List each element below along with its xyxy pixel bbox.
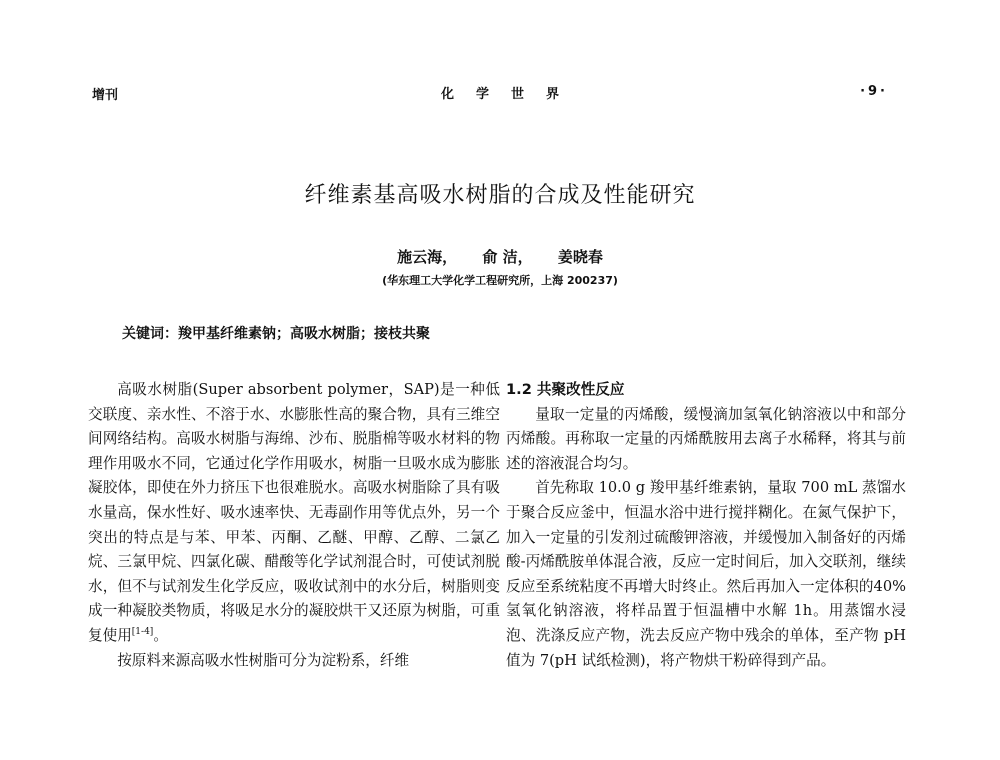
right-column [506,378,906,673]
author: 俞 洁， [482,248,533,266]
paragraph-end: 。 [153,626,168,644]
body-paragraph: 量取一定量的丙烯酸，缓慢滴加氢氧化钠溶液以中和部分丙烯酸。再称取一定量的丙烯酰胺用去离子水稀释，将其与前述的溶液混合均匀。 [506,405,906,472]
left-column [88,378,500,673]
affiliation: (华东理工大学化学工程研究所，上海 200237) [382,274,618,287]
author-list [0,246,1000,267]
body-paragraph [88,378,500,649]
paragraph-text: 高吸水树脂(Super absorbent polymer，SAP)是一种低交联度、亲水性、不溶于水、水膨胀性高的聚合物，具有三维空间网络结构。高吸水树脂与海绵、沙布、脱脂棉等吸水材料的物理作用吸水不同，它通过化学作用吸水，树脂一旦吸水成为膨胀凝胶体，即使在外力挤压下也很难脱水。高吸水树脂除了具有吸水量高，保水性好、吸水速率快、无毒副作用等优点外，另一个突出的特点是与苯、甲苯、丙酮、乙醚、甲醇、乙醇、二氯乙烷、三氯甲烷、四氯化碳、醋酸等化学试剂混合时，可使试剂脱水，但不与试剂发生化学反应，吸收试剂中的水分后，树脂则变成一种凝胶类物质，将吸足水分的凝胶烘干又还原为树脂，可重复使用 [88,381,500,644]
body-paragraph: 首先称取 10.0 g 羧甲基纤维素钠，量取 700 mL 蒸馏水于聚合反应釜中，恒温水浴中进行搅拌糊化。在氮气保护下，加入一定量的引发剂过硫酸钾溶液，并缓慢加入制备好的丙烯酸-丙烯酰胺单体混合液，反应一定时间后，加入交联剂，继续反应至系统粘度不再增大时终止。然后再加入一定体积的40%氢氧化钠溶液，将样品置于恒温槽中水解 1h。用蒸馏水浸泡、洗涤反应产物，洗去反应产物中残余的单体，至产物 pH 值为 7(pH 试纸检测)，将产物烘干粉碎得到产品。 [506,479,906,669]
body-paragraph: 按原料来源高吸水性树脂可分为淀粉系，纤维 [117,651,410,669]
running-header-left: 增刊 [92,88,119,103]
keywords: 关键词：羧甲基纤维素钠；高吸水树脂；接枝共聚 [122,326,430,342]
author: 姜晓春 [557,248,603,266]
section-heading: 1.2 共聚改性反应 [506,381,625,398]
journal-name: 化学世界 [440,87,581,102]
paper-title: 纤维素基高吸水树脂的合成及性能研究 [304,183,696,208]
citation-ref: [1-4] [131,627,154,638]
author: 施云海， [397,248,458,266]
page-number: ·9· [860,84,888,99]
